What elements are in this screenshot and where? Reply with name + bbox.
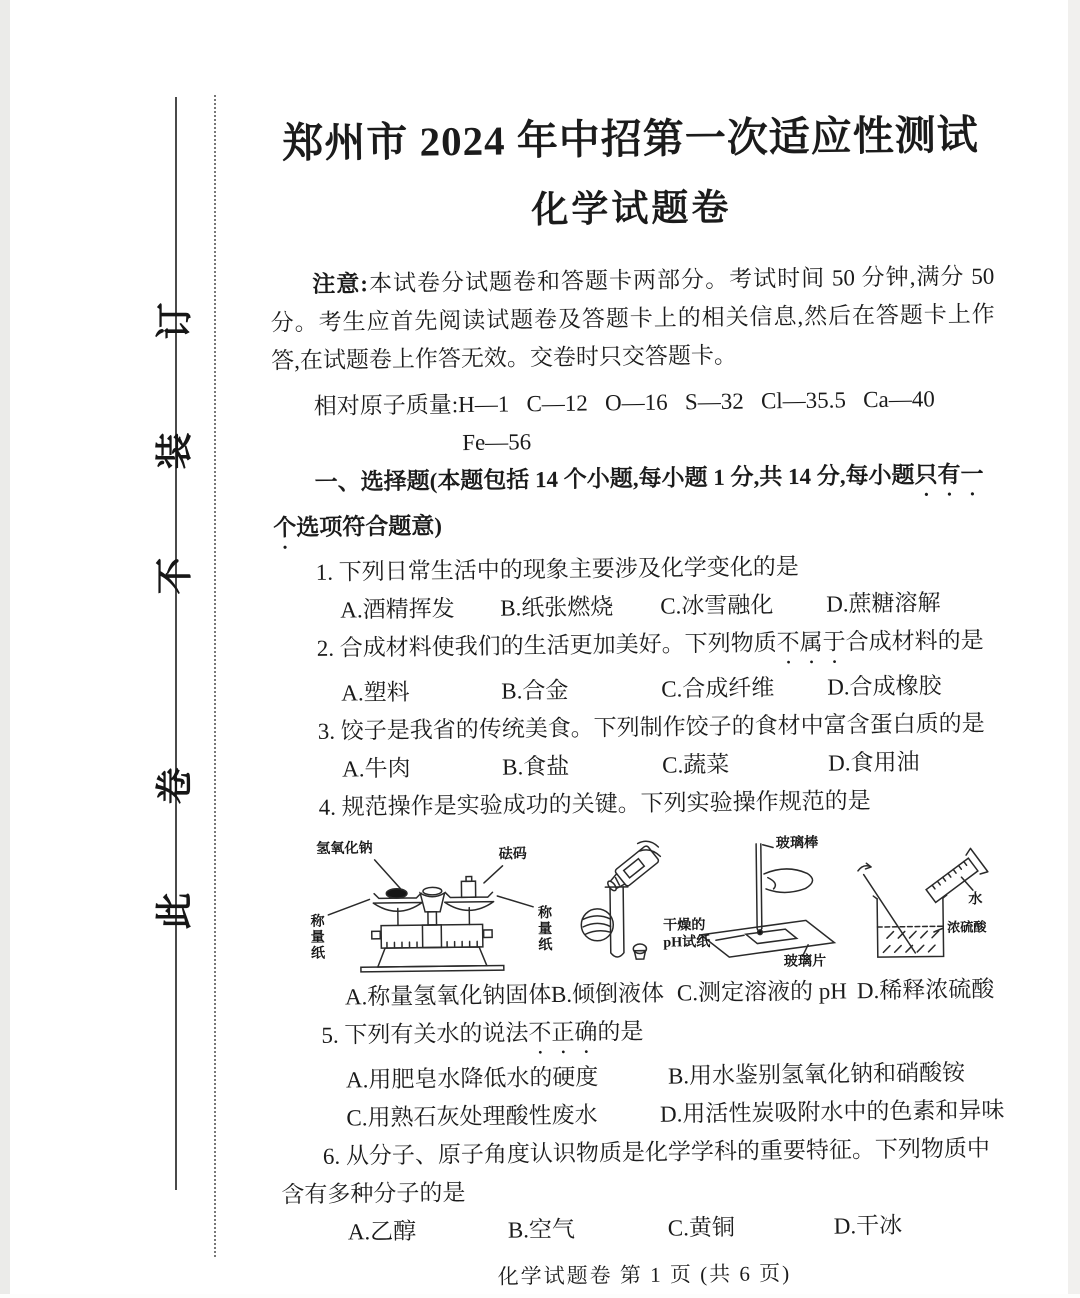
figure-dilute-acid bbox=[842, 831, 992, 970]
question-4-stem bbox=[276, 780, 1000, 827]
notice-text: 本试卷分试题卷和答题卡两部分。考试时间 50 分钟,满分 50 分。考生应首先阅读试题卷及答题卡上的相关信息,然后在答题卡上作答,在试题卷上作答无效。交卷时只交答题卡。 bbox=[270, 263, 995, 373]
option-6d: D.干冰 bbox=[833, 1212, 903, 1239]
option-4c: C.测定溶液的 pH bbox=[676, 978, 848, 1006]
section-1-pre: 一、选择题(本题包括 14 个小题,每小题 1 分,共 14 分,每小题 bbox=[314, 462, 915, 495]
option-1c: C.冰雪融化 bbox=[660, 591, 774, 619]
question-6-number: 6. bbox=[322, 1143, 341, 1169]
page-title: 郑州市 2024 年中招第一次适应性测试 bbox=[282, 111, 980, 167]
label-weighing-paper-right: 称量纸 bbox=[535, 904, 552, 953]
atomic-mass-values: H—1 C—12 O—16 S—32 Cl—35.5 Ca—40 bbox=[457, 385, 935, 417]
notice-paragraph bbox=[270, 257, 995, 380]
option-2a: A.塑料 bbox=[341, 679, 410, 706]
section-1-emphasis: 只有一个 bbox=[273, 461, 984, 540]
question-6-stem bbox=[281, 1129, 1006, 1214]
option-6a: A.乙醇 bbox=[347, 1218, 417, 1245]
question-4-figures bbox=[301, 831, 993, 977]
label-glass-rod: 玻璃棒 bbox=[775, 835, 819, 851]
option-6b: B.空气 bbox=[507, 1216, 576, 1243]
figure-pouring-liquid bbox=[557, 835, 664, 974]
question-5-emphasis: 不正确 bbox=[528, 1019, 598, 1045]
question-2-number: 2. bbox=[316, 635, 335, 661]
question-6-options bbox=[348, 1205, 1006, 1251]
option-5d: D.用活性炭吸附水中的色素和异味 bbox=[659, 1097, 1005, 1127]
option-1a: A.酒精挥发 bbox=[340, 595, 455, 623]
page-content bbox=[268, 92, 1007, 1298]
option-4d: D.稀释浓硫酸 bbox=[856, 976, 995, 1003]
section-1-heading bbox=[272, 455, 997, 554]
question-1-text: 下列日常生活中的现象主要涉及化学变化的是 bbox=[338, 553, 799, 585]
option-3c: C.蔬菜 bbox=[662, 751, 730, 778]
option-4a: A.称量氢氧化钠固体 bbox=[344, 981, 552, 1010]
option-2b: B.合金 bbox=[501, 677, 569, 704]
label-glass-plate: 玻璃片 bbox=[783, 953, 827, 970]
question-5-text-post: 的是 bbox=[597, 1018, 644, 1045]
label-concentrated-sulfuric-acid: 浓硫酸 bbox=[946, 920, 987, 936]
page-subtitle: 化学试题卷 bbox=[531, 188, 732, 232]
question-3-number: 3. bbox=[317, 718, 336, 744]
option-1b: B.纸张燃烧 bbox=[500, 593, 614, 621]
atomic-mass-line2: Fe—56 bbox=[462, 428, 532, 455]
question-4-options bbox=[345, 970, 1003, 1016]
question-2-emphasis: 不属于 bbox=[776, 629, 846, 655]
section-1-post: 选项符合题意) bbox=[296, 512, 443, 540]
question-1-number: 1. bbox=[315, 559, 334, 585]
question-5-text-pre: 下列有关水的说法 bbox=[344, 1019, 529, 1048]
binding-char-juan: 卷 bbox=[155, 767, 196, 805]
option-1d: D.蔗糖溶解 bbox=[826, 589, 941, 617]
question-5-number: 5. bbox=[321, 1022, 339, 1048]
binding-char-ci: 此 bbox=[155, 892, 196, 930]
question-4-number: 4. bbox=[318, 794, 337, 820]
option-3b: B.食盐 bbox=[502, 753, 570, 780]
binding-char-zhuang: 装 bbox=[155, 432, 196, 470]
question-6-text: 从分子、原子角度认识物质是化学学科的重要特征。下列物质中含有多种分子的是 bbox=[281, 1135, 991, 1207]
question-3-options bbox=[342, 742, 1000, 788]
atomic-mass-label: 相对原子质量: bbox=[313, 391, 459, 419]
binding-solid-line bbox=[175, 97, 177, 1190]
option-5a: A.用肥皂水降低水的硬度 bbox=[345, 1064, 599, 1093]
option-3a: A.牛肉 bbox=[342, 755, 411, 782]
option-3d: D.食用油 bbox=[828, 749, 920, 776]
label-water: 水 bbox=[968, 891, 983, 907]
option-5c: C.用熟石灰处理酸性废水 bbox=[346, 1102, 598, 1131]
notice-label: 注意: bbox=[312, 270, 369, 297]
scan-right-edge bbox=[1068, 0, 1080, 1294]
figure-ph-test bbox=[662, 833, 844, 972]
label-weights: 砝码 bbox=[498, 846, 527, 862]
option-4b: B.倾倒液体 bbox=[550, 980, 665, 1007]
option-2d: D.合成橡胶 bbox=[827, 672, 942, 700]
label-dry-ph-paper-line2: pH试纸 bbox=[663, 934, 711, 950]
option-5b: B.用水鉴别氢氧化钠和硝酸铵 bbox=[667, 1059, 966, 1089]
question-4-text: 规范操作是实验成功的关键。下列实验操作规范的是 bbox=[341, 787, 871, 820]
binding-dashed-line bbox=[214, 95, 216, 1257]
option-6c: C.黄铜 bbox=[667, 1214, 736, 1241]
option-2c: C.合成纤维 bbox=[661, 674, 775, 702]
page-footer: 化学试题卷 第 1 页 (共 6 页) bbox=[497, 1260, 792, 1289]
scan-left-edge bbox=[0, 0, 10, 1294]
figure-weighing-balance bbox=[301, 837, 558, 977]
label-weighing-paper-left: 称量纸 bbox=[308, 912, 325, 961]
label-sodium-hydroxide: 氢氧化钠 bbox=[316, 840, 373, 857]
binding-char-bu: 不 bbox=[155, 557, 196, 595]
question-3-text: 饺子是我省的传统美食。下列制作饺子的食材中富含蛋白质的是 bbox=[340, 710, 985, 744]
label-dry-ph-paper-line1: 干燥的 bbox=[663, 917, 706, 934]
binding-char-ding: 订 bbox=[155, 302, 196, 340]
question-2-text-post: 合成材料的是 bbox=[845, 627, 984, 654]
question-2-text-pre: 合成材料使我们的生活更加美好。下列物质 bbox=[339, 629, 777, 661]
